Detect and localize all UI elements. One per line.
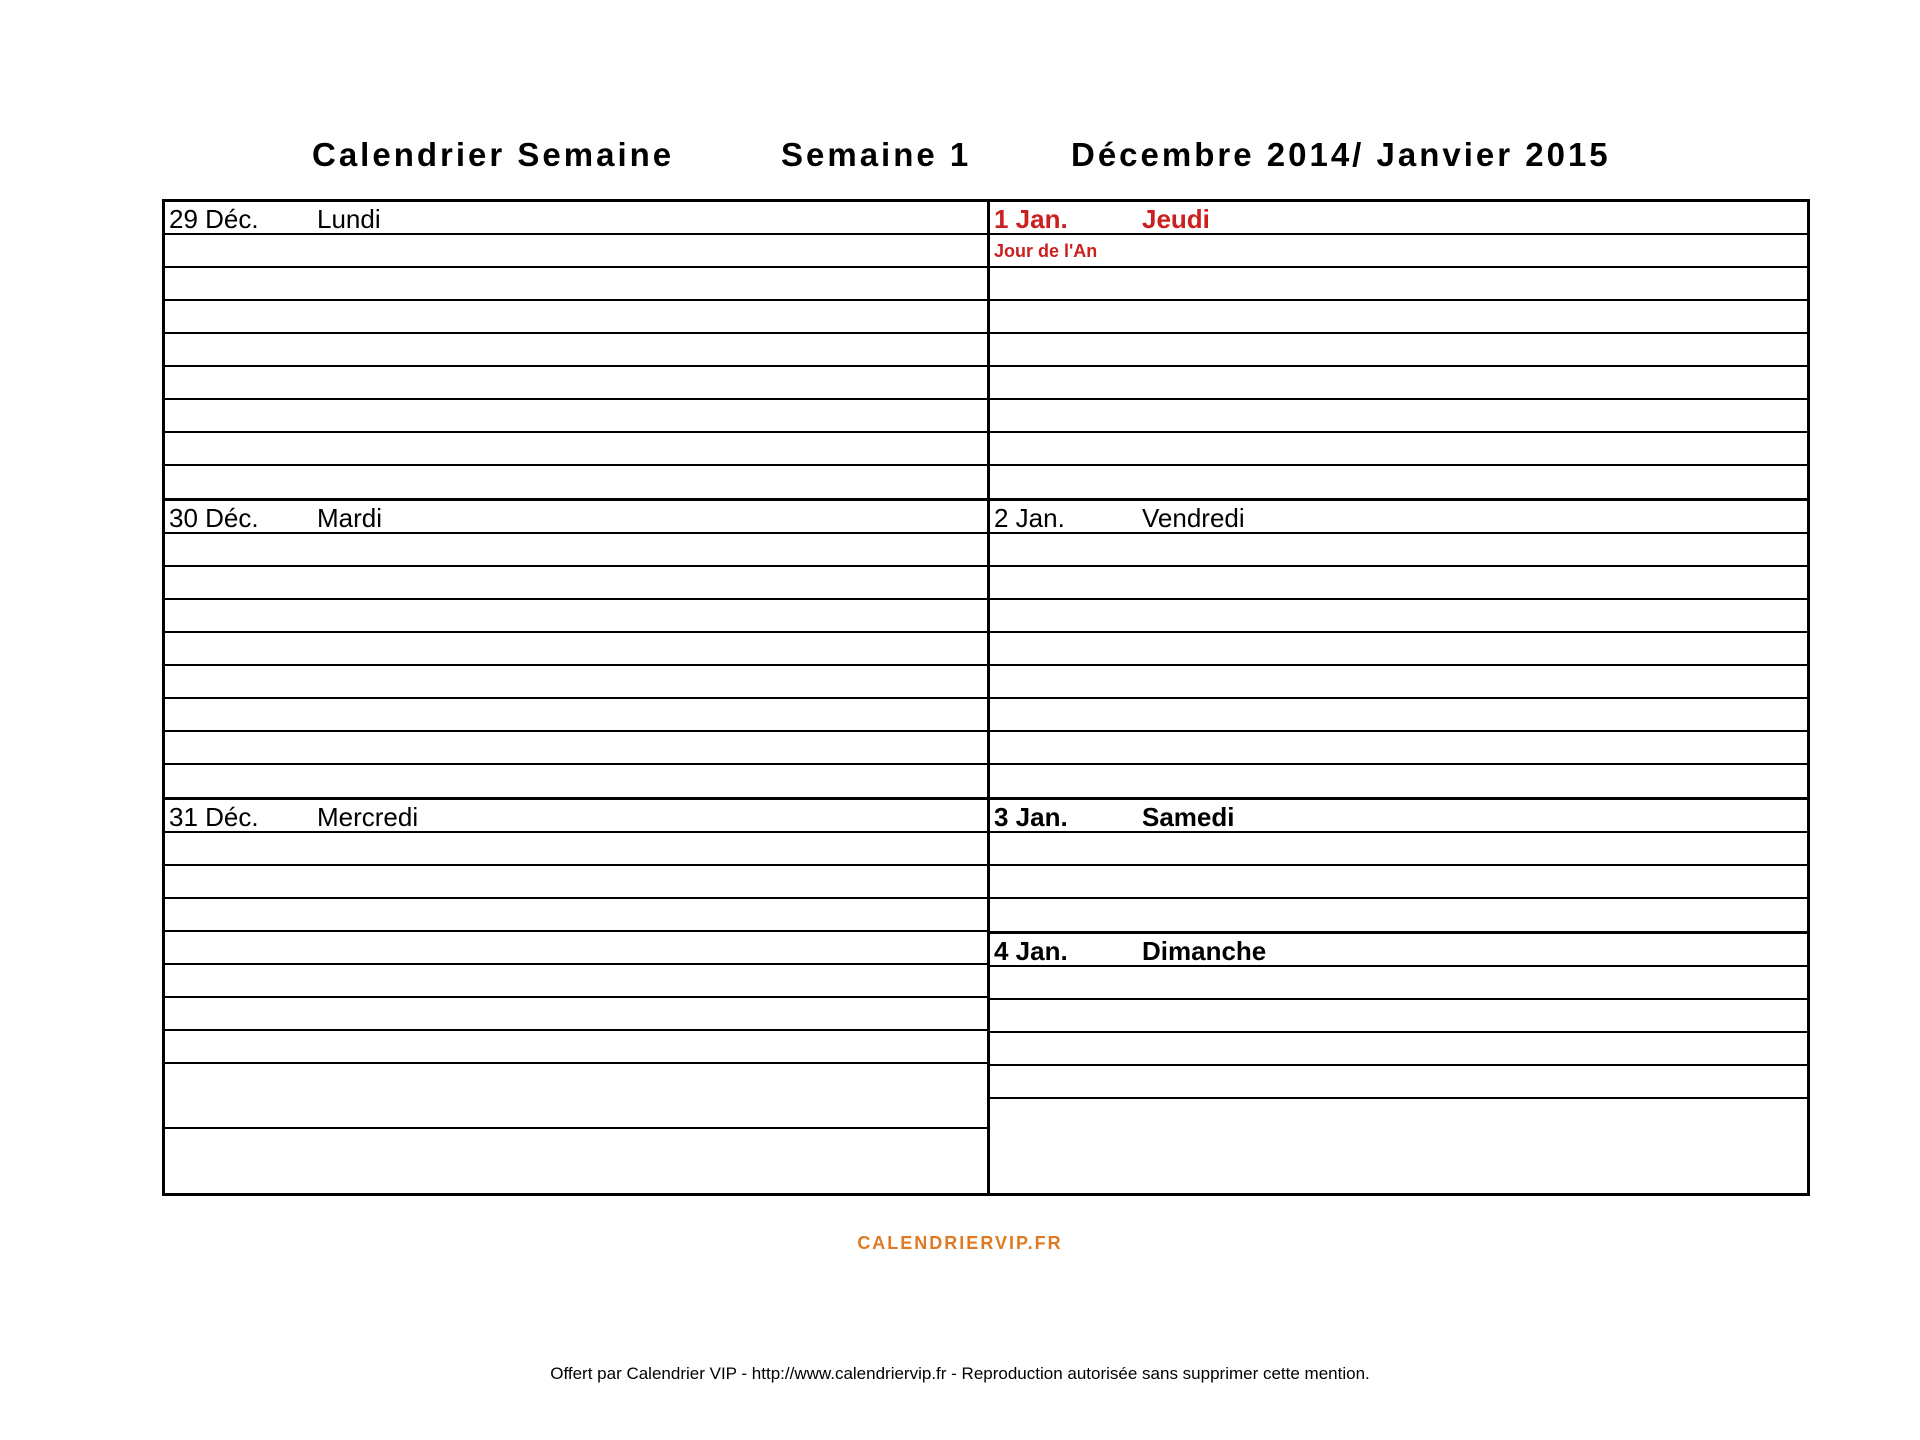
- line-row[interactable]: [990, 866, 1807, 899]
- line-row[interactable]: [990, 899, 1807, 931]
- line-row[interactable]: [990, 301, 1807, 334]
- line-row[interactable]: [990, 268, 1807, 301]
- line-row[interactable]: [990, 699, 1807, 732]
- day-name: Lundi: [317, 204, 381, 234]
- line-row[interactable]: [165, 268, 987, 301]
- day-header-row: [990, 498, 1807, 534]
- line-row[interactable]: [165, 699, 987, 732]
- line-row[interactable]: [165, 600, 987, 633]
- day-header-row: [165, 202, 987, 235]
- line-row[interactable]: [165, 833, 987, 866]
- line-row[interactable]: [165, 466, 987, 498]
- day-name: Mardi: [317, 503, 383, 533]
- day-date: 30 Déc.: [169, 503, 259, 533]
- brand-label: CALENDRIERVIP.FR: [857, 1233, 1063, 1253]
- day-date: 31 Déc.: [169, 802, 259, 832]
- line-row[interactable]: [990, 1000, 1807, 1033]
- line-row[interactable]: [165, 666, 987, 699]
- line-row[interactable]: [165, 932, 987, 965]
- line-row[interactable]: [990, 1066, 1807, 1099]
- line-row[interactable]: [165, 1097, 987, 1129]
- day-name: Jeudi: [1142, 204, 1210, 234]
- line-row[interactable]: [165, 567, 987, 600]
- line-row[interactable]: [165, 433, 987, 466]
- line-row[interactable]: [990, 334, 1807, 367]
- left-column: [165, 202, 990, 1193]
- line-row[interactable]: [990, 534, 1807, 567]
- line-row[interactable]: [990, 1099, 1807, 1129]
- line-row[interactable]: [165, 400, 987, 433]
- line-row[interactable]: [990, 732, 1807, 765]
- day-name: Samedi: [1142, 802, 1235, 832]
- line-row[interactable]: [990, 567, 1807, 600]
- line-row[interactable]: [990, 833, 1807, 866]
- line-row[interactable]: [165, 965, 987, 998]
- week-label: Semaine 1: [781, 136, 972, 173]
- day-header-row: [990, 797, 1807, 833]
- day-name: Mercredi: [317, 802, 419, 832]
- line-row[interactable]: [990, 765, 1807, 797]
- calendar-title: Calendrier Semaine: [312, 136, 675, 173]
- line-row[interactable]: [990, 433, 1807, 466]
- line-row[interactable]: [990, 666, 1807, 699]
- line-row[interactable]: [990, 967, 1807, 1000]
- day-name: Vendredi: [1142, 503, 1245, 533]
- line-row[interactable]: [990, 367, 1807, 400]
- line-row[interactable]: [165, 334, 987, 367]
- line-row[interactable]: [165, 235, 987, 268]
- line-row[interactable]: [165, 633, 987, 666]
- page-header: [0, 136, 1920, 176]
- period-label: Décembre 2014/ Janvier 2015: [1071, 136, 1611, 173]
- line-row[interactable]: [165, 534, 987, 567]
- line-row[interactable]: [165, 367, 987, 400]
- day-header-row: [165, 498, 987, 534]
- day-name: Dimanche: [1142, 936, 1267, 966]
- day-date: 4 Jan.: [994, 936, 1068, 966]
- line-row[interactable]: [990, 466, 1807, 498]
- day-date: 3 Jan.: [994, 802, 1068, 832]
- line-row[interactable]: [165, 998, 987, 1031]
- day-header-row: [990, 202, 1807, 235]
- line-row[interactable]: [990, 235, 1807, 268]
- line-row[interactable]: [165, 866, 987, 899]
- day-header-row: [990, 931, 1807, 967]
- line-row[interactable]: [990, 633, 1807, 666]
- line-row[interactable]: [990, 400, 1807, 433]
- day-date: 29 Déc.: [169, 204, 259, 234]
- line-row[interactable]: [165, 899, 987, 932]
- line-row[interactable]: [165, 765, 987, 797]
- line-row[interactable]: [990, 1033, 1807, 1066]
- line-row[interactable]: [990, 600, 1807, 633]
- line-row[interactable]: [165, 1129, 987, 1191]
- line-row[interactable]: [165, 1064, 987, 1096]
- line-row[interactable]: [165, 732, 987, 765]
- right-column: [990, 202, 1807, 1193]
- day-header-row: [165, 797, 987, 833]
- day-date: 2 Jan.: [994, 503, 1065, 533]
- week-grid: [162, 199, 1810, 1196]
- line-row[interactable]: [165, 301, 987, 334]
- holiday-note: Jour de l'An: [994, 241, 1098, 261]
- footer-note: Offert par Calendrier VIP - http://www.calendriervip.fr - Reproduction autorisée sans supprimer cette mention.: [550, 1364, 1370, 1383]
- line-row[interactable]: [165, 1031, 987, 1064]
- day-date: 1 Jan.: [994, 204, 1068, 234]
